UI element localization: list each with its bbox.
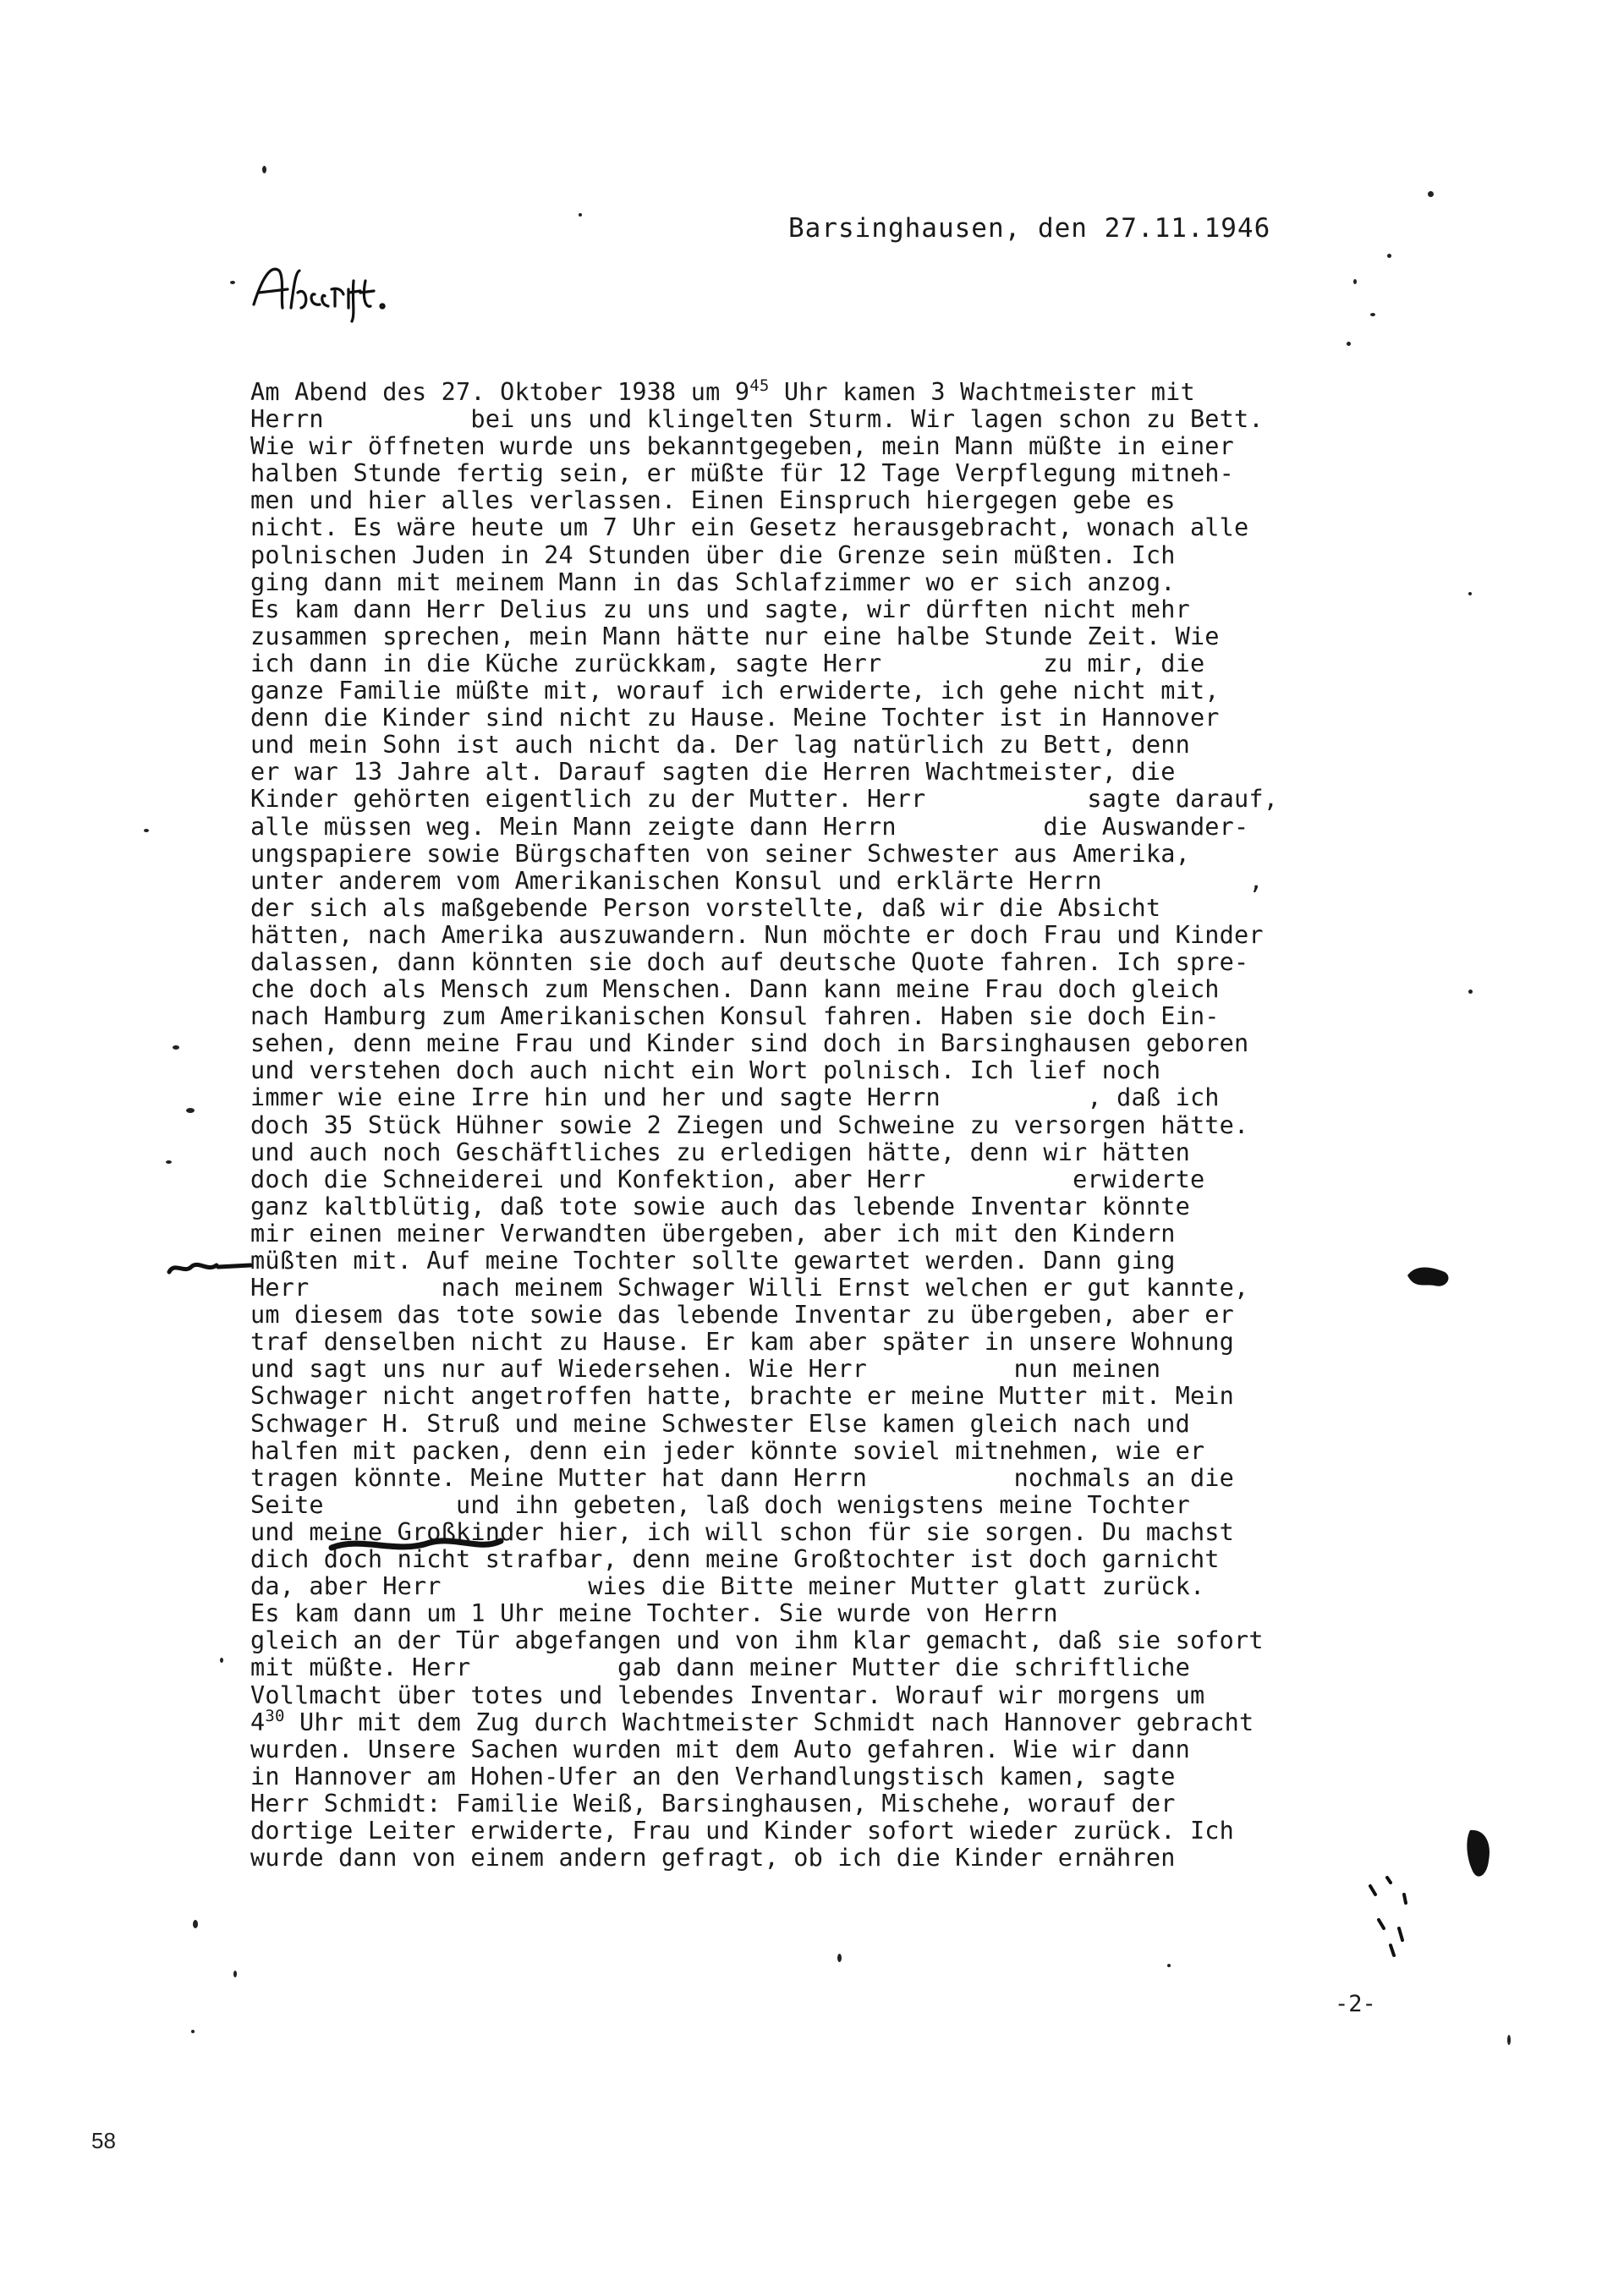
text-line — [250, 1736, 1451, 1763]
text-line — [250, 1818, 1451, 1845]
text-segment: müßten mit. Auf meine Tochter sollte gewartet werden. Dann ging — [250, 1247, 1176, 1275]
ink-speck — [1353, 279, 1357, 284]
ink-speck — [173, 1045, 179, 1050]
text-segment: Es kam dann Herr Delius zu uns und sagte, wir dürften nicht mehr — [250, 595, 1190, 623]
superscript: 45 — [749, 376, 770, 395]
text-segment: Uhr mit dem Zug durch Wachtmeister Schmidt nach Hannover gebracht — [284, 1708, 1254, 1736]
text-segment: ich dann in die Küche zurückkam, sagte Herr zu mir, die — [250, 649, 1205, 677]
text-segment: Es kam dann um 1 Uhr meine Tochter. Sie wurde von Herrn — [250, 1599, 1058, 1628]
text-line — [250, 1383, 1451, 1410]
text-segment: und verstehen doch auch nicht ein Wort polnisch. Ich lief noch — [250, 1056, 1161, 1085]
ink-speck — [220, 1658, 223, 1663]
text-segment: dich doch nicht strafbar, denn meine Großtochter ist doch garnicht — [250, 1545, 1220, 1574]
text-line — [250, 1139, 1451, 1166]
text-line — [250, 650, 1451, 677]
ink-speck — [1387, 254, 1391, 258]
text-line — [250, 949, 1451, 976]
text-segment: Vollmacht über totes und lebendes Inventar. Worauf wir morgens um — [250, 1681, 1205, 1709]
ink-speck — [233, 1971, 237, 1977]
text-line — [250, 1057, 1451, 1084]
ink-speck — [144, 829, 149, 832]
text-segment: um diesem das tote sowie das lebende Inventar zu übergeben, aber er — [250, 1301, 1235, 1330]
text-line — [250, 406, 1451, 433]
ink-speck — [186, 1108, 195, 1113]
text-segment: sehen, denn meine Frau und Kinder sind doch in Barsinghausen geboren — [250, 1029, 1249, 1058]
text-segment: und meine Großkinder hier, ich will schon für sie sorgen. Du machst — [250, 1517, 1235, 1546]
text-line — [250, 460, 1451, 487]
text-segment: da, aber Herr wies die Bitte meiner Mutter glatt zurück. — [250, 1572, 1205, 1601]
text-line — [250, 1845, 1451, 1872]
text-line — [250, 1084, 1451, 1111]
text-segment: Herrn bei uns und klingelten Sturm. Wir lagen schon zu Bett. — [250, 405, 1264, 434]
ink-speck — [1468, 990, 1473, 994]
text-segment: nicht. Es wäre heute um 7 Uhr ein Gesetz herausgebracht, wonach alle — [250, 513, 1249, 542]
text-line — [250, 623, 1451, 650]
text-segment: dalassen, dann könnten sie doch auf deutsche Quote fahren. Ich spre- — [250, 947, 1249, 976]
text-line — [250, 1465, 1451, 1492]
text-segment: ungspapiere sowie Bürgschaften von seiner Schwester aus Amerika, — [250, 839, 1190, 868]
text-segment: Wie wir öffneten wurde uns bekanntgegeben, mein Mann müßte in einer — [250, 432, 1235, 461]
text-segment: gleich an der Tür abgefangen und von ihm klar gemacht, daß sie sofort — [250, 1626, 1264, 1655]
text-line — [250, 895, 1451, 922]
text-line — [250, 1790, 1451, 1818]
text-line — [250, 1600, 1451, 1627]
text-segment: Schwager nicht angetroffen hatte, brachte er meine Mutter mit. Mein — [250, 1382, 1235, 1411]
text-segment: unter anderem vom Amerikanischen Konsul und erklärte Herrn , — [250, 866, 1264, 895]
ink-speck — [579, 213, 582, 217]
text-segment: polnischen Juden in 24 Stunden über die Grenze sein müßten. Ich — [250, 540, 1176, 569]
text-line — [250, 1438, 1451, 1465]
ink-speck — [1507, 2035, 1511, 2045]
text-line — [250, 814, 1451, 841]
text-line — [250, 1492, 1451, 1519]
text-segment: dortige Leiter erwiderte, Frau und Kinder sofort wieder zurück. Ich — [250, 1816, 1235, 1845]
text-line — [250, 1166, 1451, 1193]
text-line — [250, 1247, 1451, 1275]
text-segment: 4 — [250, 1708, 266, 1736]
text-line — [250, 868, 1451, 895]
text-segment: halfen mit packen, denn ein jeder könnte soviel mitnehmen, wie er — [250, 1436, 1205, 1465]
text-line — [250, 1706, 1451, 1736]
ink-speck — [1428, 191, 1434, 197]
text-line — [250, 841, 1451, 868]
text-segment: men und hier alles verlassen. Einen Einspruch hiergegen gebe es — [250, 486, 1176, 515]
text-segment: und mein Sohn ist auch nicht da. Der lag natürlich zu Bett, denn — [250, 731, 1190, 759]
ink-blot — [328, 1531, 506, 1560]
text-segment: immer wie eine Irre hin und her und sagte Herrn , daß ich — [250, 1083, 1220, 1112]
text-line — [250, 976, 1451, 1003]
text-line — [250, 1654, 1451, 1681]
text-segment: nach Hamburg zum Amerikanischen Konsul fahren. Haben sie doch Ein- — [250, 1002, 1220, 1031]
text-line — [250, 1763, 1451, 1790]
ink-blot — [1404, 1260, 1455, 1294]
ink-blot — [1353, 1869, 1429, 1962]
text-line — [250, 705, 1451, 732]
text-segment: ganze Familie müßte mit, worauf ich erwiderte, ich gehe nicht mit, — [250, 677, 1220, 705]
text-line — [250, 487, 1451, 514]
text-line — [250, 1030, 1451, 1057]
text-segment: der sich als maßgebende Person vorstellte, daß wir die Absicht — [250, 893, 1161, 922]
text-segment: in Hannover am Hohen-Ufer an den Verhandlungstisch kamen, sagte — [250, 1762, 1176, 1790]
text-line — [250, 1573, 1451, 1600]
text-segment: und auch noch Geschäftliches zu erledigen hätte, denn wir hätten — [250, 1138, 1190, 1166]
ink-blot — [1463, 1827, 1497, 1886]
text-line — [250, 1682, 1451, 1709]
text-segment: che doch als Mensch zum Menschen. Dann kann meine Frau doch gleich — [250, 975, 1220, 1004]
dateline: Barsinghausen, den 27.11.1946 — [788, 213, 1271, 244]
text-segment: mit müßte. Herr gab dann meiner Mutter die schriftliche — [250, 1653, 1190, 1682]
text-line — [250, 1220, 1451, 1247]
text-segment: halben Stunde fertig sein, er müßte für 12 Tage Verpflegung mitneh- — [250, 459, 1235, 488]
text-line — [250, 1275, 1451, 1302]
text-line — [250, 514, 1451, 541]
text-line — [250, 569, 1451, 596]
page-marker: -2- — [1335, 1991, 1376, 2017]
text-segment: alle müssen weg. Mein Mann zeigte dann Herrn die Auswander- — [250, 812, 1249, 841]
text-line — [250, 1003, 1451, 1030]
text-segment: denn die Kinder sind nicht zu Hause. Meine Tochter ist in Hannover — [250, 704, 1220, 732]
text-line — [250, 1356, 1451, 1383]
text-segment: traf denselben nicht zu Hause. Er kam aber später in unsere Wohnung — [250, 1328, 1235, 1357]
text-line — [250, 1627, 1451, 1654]
page-number: 58 — [91, 2128, 116, 2153]
text-line — [250, 1329, 1451, 1356]
text-line — [250, 1302, 1451, 1329]
text-segment: doch die Schneiderei und Konfektion, aber Herr erwiderte — [250, 1165, 1205, 1193]
text-segment: Seite und ihn gebeten, laß doch wenigstens meine Tochter — [250, 1490, 1190, 1519]
text-segment: und sagt uns nur auf Wiedersehen. Wie Herr nun meinen — [250, 1355, 1161, 1384]
ink-speck — [837, 1954, 842, 1962]
text-segment: zusammen sprechen, mein Mann hätte nur eine halbe Stunde Zeit. Wie — [250, 622, 1220, 650]
ink-blot — [166, 1252, 259, 1286]
text-line — [250, 1112, 1451, 1139]
text-line — [250, 922, 1451, 949]
text-segment: Schwager H. Struß und meine Schwester Else kamen gleich nach und — [250, 1409, 1190, 1438]
text-line — [250, 1411, 1451, 1438]
text-segment: Kinder gehörten eigentlich zu der Mutter. Herr sagte darauf, — [250, 785, 1279, 814]
ink-speck — [191, 2030, 195, 2033]
text-segment: tragen könnte. Meine Mutter hat dann Herrn nochmals an die — [250, 1463, 1235, 1492]
ink-speck — [166, 1160, 172, 1164]
text-line — [250, 677, 1451, 705]
ink-speck — [1370, 313, 1375, 316]
text-segment: ganz kaltblütig, daß tote sowie auch das lebende Inventar könnte — [250, 1192, 1190, 1220]
text-line — [250, 376, 1451, 406]
text-segment: Am Abend des 27. Oktober 1938 um 9 — [250, 378, 750, 406]
text-line — [250, 596, 1451, 623]
text-line — [250, 1193, 1451, 1220]
text-segment: wurde dann von einem andern gefragt, ob ich die Kinder ernähren — [250, 1844, 1176, 1872]
text-segment: mir einen meiner Verwandten übergeben, aber ich mit den Kindern — [250, 1219, 1176, 1247]
ink-speck — [1468, 592, 1472, 595]
letter-body — [250, 376, 1451, 1872]
text-segment: Uhr kamen 3 Wachtmeister mit — [769, 378, 1195, 406]
text-segment: ging dann mit meinem Mann in das Schlafzimmer wo er sich anzog. — [250, 568, 1176, 596]
text-segment: hätten, nach Amerika auszuwandern. Nun möchte er doch Frau und Kinder — [250, 920, 1264, 949]
text-segment: Herr Schmidt: Familie Weiß, Barsinghausen, Mischehe, worauf der — [250, 1789, 1176, 1818]
ink-speck — [230, 281, 235, 284]
ink-speck — [1167, 1964, 1171, 1967]
ink-speck — [1347, 342, 1351, 346]
ink-speck — [193, 1920, 198, 1928]
text-line — [250, 542, 1451, 569]
text-segment: er war 13 Jahre alt. Darauf sagten die Herren Wachtmeister, die — [250, 758, 1176, 787]
text-line — [250, 786, 1451, 813]
handwritten-note-abschrift — [247, 255, 399, 323]
superscript: 30 — [265, 1706, 285, 1725]
text-line — [250, 732, 1451, 759]
text-segment: doch 35 Stück Hühner sowie 2 Ziegen und Schweine zu versorgen hätte. — [250, 1110, 1249, 1139]
text-segment: Herr nach meinem Schwager Willi Ernst welchen er gut kannte, — [250, 1274, 1249, 1302]
text-segment: wurden. Unsere Sachen wurden mit dem Auto gefahren. Wie wir dann — [250, 1735, 1190, 1763]
ink-speck — [262, 166, 266, 173]
text-line — [250, 433, 1451, 460]
text-line — [250, 759, 1451, 786]
